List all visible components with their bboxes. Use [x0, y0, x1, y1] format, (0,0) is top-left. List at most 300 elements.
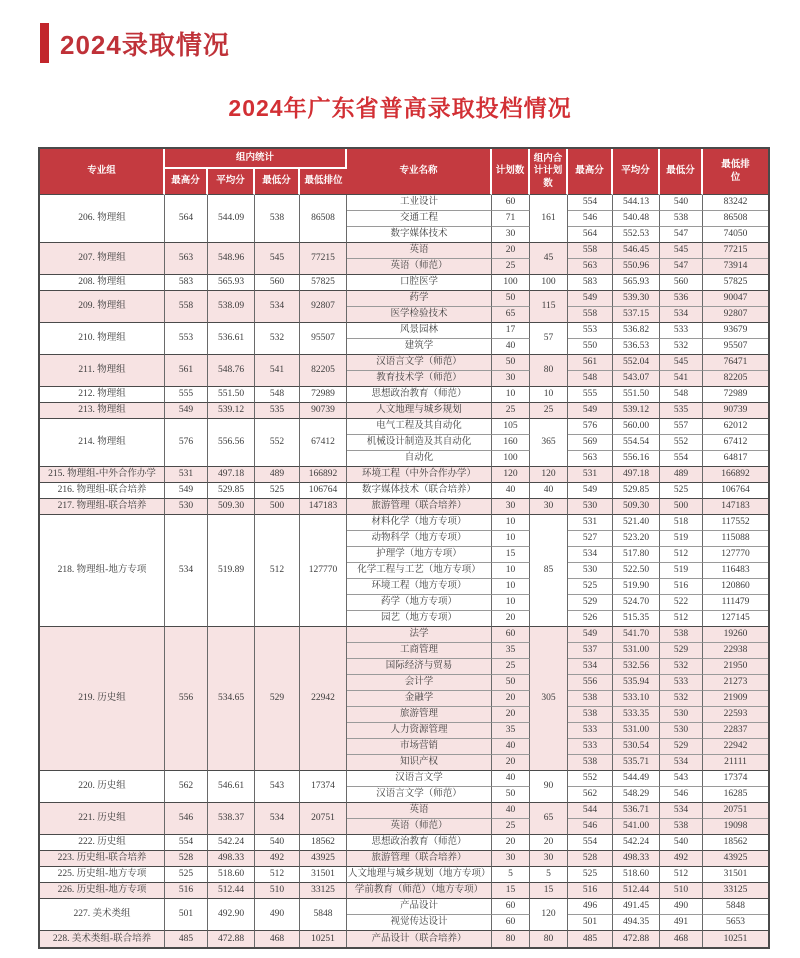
group-min-cell: 540	[255, 835, 300, 851]
major-name-cell: 旅游管理	[347, 707, 492, 723]
major-name-cell: 环境工程（地方专项）	[347, 579, 492, 595]
major-avg-cell: 542.24	[613, 835, 660, 851]
major-avg-cell: 536.71	[613, 803, 660, 819]
major-rank-cell: 21950	[703, 659, 768, 675]
major-rank-cell: 166892	[703, 467, 768, 483]
plan-cell: 20	[492, 707, 530, 723]
major-avg-cell: 530.54	[613, 739, 660, 755]
major-rank-cell: 93679	[703, 323, 768, 339]
group-max-cell: 530	[165, 499, 208, 515]
group-name-cell: 215. 物理组-中外合作办学	[40, 467, 165, 483]
group-name-cell: 212. 物理组	[40, 387, 165, 403]
major-rank-cell: 62012	[703, 419, 768, 435]
major-avg-cell: 535.71	[613, 755, 660, 771]
group-avg-cell: 497.18	[208, 467, 255, 483]
major-name-cell: 建筑学	[347, 339, 492, 355]
group-plan-cell: 20	[530, 835, 568, 851]
major-min-cell: 532	[660, 691, 703, 707]
major-name-cell: 护理学（地方专项）	[347, 547, 492, 563]
major-rank-cell: 33125	[703, 883, 768, 899]
group-avg-cell: 512.44	[208, 883, 255, 899]
group-plan-cell: 100	[530, 275, 568, 291]
major-max-cell: 549	[568, 291, 613, 307]
group-min-cell: 468	[255, 931, 300, 947]
major-name-cell: 金融学	[347, 691, 492, 707]
major-max-cell: 556	[568, 675, 613, 691]
plan-cell: 15	[492, 547, 530, 563]
group-max-cell: 583	[165, 275, 208, 291]
major-max-cell: 527	[568, 531, 613, 547]
group-avg-cell: 548.76	[208, 355, 255, 387]
major-rank-cell: 19260	[703, 627, 768, 643]
major-max-cell: 549	[568, 403, 613, 419]
major-avg-cell: 517.80	[613, 547, 660, 563]
major-name-cell: 机械设计制造及其自动化	[347, 435, 492, 451]
group-plan-cell: 65	[530, 803, 568, 835]
major-avg-cell: 541.70	[613, 627, 660, 643]
group-min-cell: 512	[255, 515, 300, 627]
plan-cell: 10	[492, 531, 530, 547]
major-min-cell: 534	[660, 803, 703, 819]
major-max-cell: 529	[568, 595, 613, 611]
major-min-cell: 552	[660, 435, 703, 451]
major-max-cell: 531	[568, 515, 613, 531]
col-header-stat-rank: 最低排位	[300, 169, 347, 195]
group-max-cell: 528	[165, 851, 208, 867]
group-rank-cell: 31501	[300, 867, 347, 883]
plan-cell: 50	[492, 787, 530, 803]
major-min-cell: 538	[660, 819, 703, 835]
major-avg-cell: 531.00	[613, 723, 660, 739]
major-name-cell: 法学	[347, 627, 492, 643]
major-min-cell: 557	[660, 419, 703, 435]
major-min-cell: 500	[660, 499, 703, 515]
major-rank-cell: 120860	[703, 579, 768, 595]
major-max-cell: 531	[568, 467, 613, 483]
major-rank-cell: 5848	[703, 899, 768, 915]
major-max-cell: 533	[568, 723, 613, 739]
group-plan-cell: 80	[530, 355, 568, 387]
major-min-cell: 545	[660, 243, 703, 259]
plan-cell: 30	[492, 851, 530, 867]
major-name-cell: 药学	[347, 291, 492, 307]
major-avg-cell: 535.94	[613, 675, 660, 691]
plan-cell: 80	[492, 931, 530, 947]
major-max-cell: 496	[568, 899, 613, 915]
major-name-cell: 药学（地方专项）	[347, 595, 492, 611]
major-avg-cell: 491.45	[613, 899, 660, 915]
group-max-cell: 554	[165, 835, 208, 851]
group-max-cell: 562	[165, 771, 208, 803]
major-rank-cell: 64817	[703, 451, 768, 467]
major-max-cell: 526	[568, 611, 613, 627]
major-avg-cell: 565.93	[613, 275, 660, 291]
plan-cell: 25	[492, 403, 530, 419]
major-max-cell: 537	[568, 643, 613, 659]
major-avg-cell: 529.85	[613, 483, 660, 499]
plan-cell: 35	[492, 723, 530, 739]
group-rank-cell: 18562	[300, 835, 347, 851]
major-min-cell: 543	[660, 771, 703, 787]
group-avg-cell: 544.09	[208, 195, 255, 243]
group-plan-cell: 25	[530, 403, 568, 419]
major-name-cell: 风景园林	[347, 323, 492, 339]
major-rank-cell: 127770	[703, 547, 768, 563]
major-name-cell: 英语（师范）	[347, 259, 492, 275]
group-max-cell: 561	[165, 355, 208, 387]
plan-cell: 40	[492, 483, 530, 499]
group-max-cell: 525	[165, 867, 208, 883]
col-header-plan: 计划数	[492, 149, 530, 195]
major-avg-cell: 536.53	[613, 339, 660, 355]
major-max-cell: 544	[568, 803, 613, 819]
major-name-cell: 环境工程（中外合作办学）	[347, 467, 492, 483]
plan-cell: 35	[492, 643, 530, 659]
major-max-cell: 534	[568, 659, 613, 675]
major-rank-cell: 83242	[703, 195, 768, 211]
major-min-cell: 547	[660, 227, 703, 243]
col-header-major-avg: 平均分	[613, 149, 660, 195]
major-rank-cell: 18562	[703, 835, 768, 851]
group-max-cell: 563	[165, 243, 208, 275]
major-name-cell: 汉语言文学	[347, 771, 492, 787]
group-avg-cell: 492.90	[208, 899, 255, 931]
group-name-cell: 222. 历史组	[40, 835, 165, 851]
major-rank-cell: 74050	[703, 227, 768, 243]
group-plan-cell: 85	[530, 515, 568, 627]
major-min-cell: 512	[660, 611, 703, 627]
major-avg-cell: 497.18	[613, 467, 660, 483]
group-max-cell: 549	[165, 483, 208, 499]
major-name-cell: 旅游管理（联合培养）	[347, 499, 492, 515]
major-max-cell: 583	[568, 275, 613, 291]
group-name-cell: 211. 物理组	[40, 355, 165, 387]
group-plan-cell: 5	[530, 867, 568, 883]
major-rank-cell: 95507	[703, 339, 768, 355]
major-rank-cell: 86508	[703, 211, 768, 227]
group-max-cell: 556	[165, 627, 208, 771]
plan-cell: 10	[492, 579, 530, 595]
group-name-cell: 221. 历史组	[40, 803, 165, 835]
major-name-cell: 英语	[347, 803, 492, 819]
group-avg-cell: 472.88	[208, 931, 255, 947]
major-name-cell: 市场营销	[347, 739, 492, 755]
major-max-cell: 528	[568, 851, 613, 867]
major-min-cell: 491	[660, 915, 703, 931]
group-min-cell: 510	[255, 883, 300, 899]
group-rank-cell: 77215	[300, 243, 347, 275]
group-max-cell: 534	[165, 515, 208, 627]
major-min-cell: 538	[660, 211, 703, 227]
major-min-cell: 560	[660, 275, 703, 291]
major-min-cell: 490	[660, 899, 703, 915]
major-avg-cell: 552.04	[613, 355, 660, 371]
major-max-cell: 538	[568, 691, 613, 707]
group-plan-cell: 305	[530, 627, 568, 771]
page-heading-text: 2024录取情况	[60, 29, 230, 60]
group-min-cell: 534	[255, 291, 300, 323]
group-max-cell: 485	[165, 931, 208, 947]
major-avg-cell: 556.16	[613, 451, 660, 467]
major-rank-cell: 22593	[703, 707, 768, 723]
group-plan-cell: 15	[530, 883, 568, 899]
group-max-cell: 549	[165, 403, 208, 419]
plan-cell: 60	[492, 627, 530, 643]
major-name-cell: 人力资源管理	[347, 723, 492, 739]
plan-cell: 10	[492, 563, 530, 579]
major-avg-cell: 533.10	[613, 691, 660, 707]
plan-cell: 10	[492, 595, 530, 611]
group-avg-cell: 538.09	[208, 291, 255, 323]
major-avg-cell: 548.29	[613, 787, 660, 803]
major-avg-cell: 552.53	[613, 227, 660, 243]
major-min-cell: 547	[660, 259, 703, 275]
group-min-cell: 535	[255, 403, 300, 419]
plan-cell: 71	[492, 211, 530, 227]
major-max-cell: 549	[568, 627, 613, 643]
group-rank-cell: 90739	[300, 403, 347, 419]
group-min-cell: 548	[255, 387, 300, 403]
major-max-cell: 562	[568, 787, 613, 803]
group-rank-cell: 10251	[300, 931, 347, 947]
major-max-cell: 501	[568, 915, 613, 931]
group-name-cell: 218. 物理组-地方专项	[40, 515, 165, 627]
group-max-cell: 576	[165, 419, 208, 467]
plan-cell: 50	[492, 291, 530, 307]
group-avg-cell: 565.93	[208, 275, 255, 291]
group-min-cell: 532	[255, 323, 300, 355]
major-rank-cell: 90047	[703, 291, 768, 307]
major-min-cell: 516	[660, 579, 703, 595]
major-min-cell: 530	[660, 723, 703, 739]
group-name-cell: 214. 物理组	[40, 419, 165, 467]
major-max-cell: 554	[568, 195, 613, 211]
major-name-cell: 产品设计	[347, 899, 492, 915]
major-max-cell: 569	[568, 435, 613, 451]
plan-cell: 40	[492, 771, 530, 787]
group-name-cell: 216. 物理组-联合培养	[40, 483, 165, 499]
group-min-cell: 541	[255, 355, 300, 387]
major-min-cell: 545	[660, 355, 703, 371]
group-plan-cell: 30	[530, 851, 568, 867]
plan-cell: 20	[492, 611, 530, 627]
group-max-cell: 501	[165, 899, 208, 931]
group-name-cell: 208. 物理组	[40, 275, 165, 291]
group-avg-cell: 542.24	[208, 835, 255, 851]
major-name-cell: 自动化	[347, 451, 492, 467]
major-name-cell: 学前教育（师范）（地方专项）	[347, 883, 492, 899]
major-min-cell: 518	[660, 515, 703, 531]
major-min-cell: 535	[660, 403, 703, 419]
major-avg-cell: 551.50	[613, 387, 660, 403]
group-rank-cell: 92807	[300, 291, 347, 323]
group-name-cell: 223. 历史组-联合培养	[40, 851, 165, 867]
major-name-cell: 工业设计	[347, 195, 492, 211]
major-name-cell: 产品设计（联合培养）	[347, 931, 492, 947]
plan-cell: 17	[492, 323, 530, 339]
plan-cell: 120	[492, 467, 530, 483]
major-name-cell: 汉语言文学（师范）	[347, 355, 492, 371]
major-min-cell: 541	[660, 371, 703, 387]
col-header-major-name: 专业名称	[347, 149, 492, 195]
major-rank-cell: 115088	[703, 531, 768, 547]
major-avg-cell: 522.50	[613, 563, 660, 579]
major-avg-cell: 554.54	[613, 435, 660, 451]
plan-cell: 65	[492, 307, 530, 323]
major-min-cell: 519	[660, 531, 703, 547]
col-header-major-rank: 最低排位	[703, 149, 768, 195]
major-max-cell: 558	[568, 307, 613, 323]
group-max-cell: 553	[165, 323, 208, 355]
major-name-cell: 人文地理与城乡规划（地方专项）	[347, 867, 492, 883]
major-rank-cell: 16285	[703, 787, 768, 803]
group-rank-cell: 57825	[300, 275, 347, 291]
major-name-cell: 工商管理	[347, 643, 492, 659]
major-name-cell: 园艺（地方专项）	[347, 611, 492, 627]
major-max-cell: 553	[568, 323, 613, 339]
group-avg-cell: 538.37	[208, 803, 255, 835]
group-plan-cell: 365	[530, 419, 568, 467]
major-min-cell: 530	[660, 707, 703, 723]
group-min-cell: 543	[255, 771, 300, 803]
major-max-cell: 554	[568, 835, 613, 851]
group-avg-cell: 529.85	[208, 483, 255, 499]
group-avg-cell: 509.30	[208, 499, 255, 515]
major-avg-cell: 550.96	[613, 259, 660, 275]
group-rank-cell: 127770	[300, 515, 347, 627]
group-plan-cell: 161	[530, 195, 568, 243]
major-name-cell: 英语（师范）	[347, 819, 492, 835]
group-plan-cell: 57	[530, 323, 568, 355]
plan-cell: 20	[492, 755, 530, 771]
plan-cell: 50	[492, 675, 530, 691]
major-avg-cell: 533.35	[613, 707, 660, 723]
major-avg-cell: 509.30	[613, 499, 660, 515]
major-max-cell: 548	[568, 371, 613, 387]
major-max-cell: 550	[568, 339, 613, 355]
major-rank-cell: 22942	[703, 739, 768, 755]
group-name-cell: 217. 物理组-联合培养	[40, 499, 165, 515]
group-name-cell: 226. 历史组-地方专项	[40, 883, 165, 899]
group-min-cell: 538	[255, 195, 300, 243]
page-heading	[0, 0, 800, 64]
major-max-cell: 538	[568, 707, 613, 723]
major-name-cell: 知识产权	[347, 755, 492, 771]
group-rank-cell: 86508	[300, 195, 347, 243]
major-rank-cell: 21111	[703, 755, 768, 771]
group-name-cell: 219. 历史组	[40, 627, 165, 771]
group-avg-cell: 518.60	[208, 867, 255, 883]
plan-cell: 15	[492, 883, 530, 899]
plan-cell: 20	[492, 835, 530, 851]
col-header-stat-min: 最低分	[255, 169, 300, 195]
major-rank-cell: 76471	[703, 355, 768, 371]
major-name-cell: 视觉传达设计	[347, 915, 492, 931]
major-rank-cell: 67412	[703, 435, 768, 451]
major-rank-cell: 21909	[703, 691, 768, 707]
major-name-cell: 旅游管理（联合培养）	[347, 851, 492, 867]
major-min-cell: 554	[660, 451, 703, 467]
major-max-cell: 533	[568, 739, 613, 755]
major-min-cell: 536	[660, 291, 703, 307]
major-rank-cell: 10251	[703, 931, 768, 947]
group-max-cell: 555	[165, 387, 208, 403]
group-max-cell: 546	[165, 803, 208, 835]
group-rank-cell: 43925	[300, 851, 347, 867]
major-min-cell: 512	[660, 867, 703, 883]
group-min-cell: 525	[255, 483, 300, 499]
major-rank-cell: 43925	[703, 851, 768, 867]
major-max-cell: 525	[568, 867, 613, 883]
major-name-cell: 人文地理与城乡规划	[347, 403, 492, 419]
group-rank-cell: 33125	[300, 883, 347, 899]
major-min-cell: 532	[660, 659, 703, 675]
heading-accent-bar	[40, 23, 49, 63]
group-min-cell: 512	[255, 867, 300, 883]
major-avg-cell: 523.20	[613, 531, 660, 547]
major-name-cell: 英语	[347, 243, 492, 259]
group-max-cell: 516	[165, 883, 208, 899]
major-rank-cell: 5653	[703, 915, 768, 931]
major-rank-cell: 57825	[703, 275, 768, 291]
group-rank-cell: 166892	[300, 467, 347, 483]
major-name-cell: 动物科学（地方专项）	[347, 531, 492, 547]
plan-cell: 60	[492, 899, 530, 915]
major-max-cell: 530	[568, 563, 613, 579]
plan-cell: 25	[492, 819, 530, 835]
major-avg-cell: 515.35	[613, 611, 660, 627]
major-max-cell: 546	[568, 211, 613, 227]
major-avg-cell: 544.13	[613, 195, 660, 211]
major-max-cell: 546	[568, 819, 613, 835]
major-min-cell: 529	[660, 643, 703, 659]
major-avg-cell: 532.56	[613, 659, 660, 675]
group-name-cell: 227. 美术类组	[40, 899, 165, 931]
group-name-cell: 209. 物理组	[40, 291, 165, 323]
table-title: 2024年广东省普高录取投档情况	[228, 95, 572, 121]
major-avg-cell: 536.82	[613, 323, 660, 339]
plan-cell: 40	[492, 803, 530, 819]
group-rank-cell: 82205	[300, 355, 347, 387]
major-name-cell: 化学工程与工艺（地方专项）	[347, 563, 492, 579]
group-plan-cell: 40	[530, 483, 568, 499]
group-plan-cell: 115	[530, 291, 568, 323]
major-max-cell: 555	[568, 387, 613, 403]
major-rank-cell: 106764	[703, 483, 768, 499]
major-avg-cell: 539.30	[613, 291, 660, 307]
major-name-cell: 医学检验技术	[347, 307, 492, 323]
col-header-group-stats: 组内统计	[165, 149, 347, 169]
major-rank-cell: 117552	[703, 515, 768, 531]
group-min-cell: 489	[255, 467, 300, 483]
group-min-cell: 560	[255, 275, 300, 291]
major-max-cell: 563	[568, 259, 613, 275]
major-min-cell: 533	[660, 323, 703, 339]
major-rank-cell: 111479	[703, 595, 768, 611]
major-avg-cell: 519.90	[613, 579, 660, 595]
group-avg-cell: 498.33	[208, 851, 255, 867]
major-min-cell: 538	[660, 627, 703, 643]
major-rank-cell: 21273	[703, 675, 768, 691]
major-min-cell: 522	[660, 595, 703, 611]
plan-cell: 105	[492, 419, 530, 435]
major-rank-cell: 92807	[703, 307, 768, 323]
major-max-cell: 530	[568, 499, 613, 515]
plan-cell: 60	[492, 915, 530, 931]
major-rank-cell: 20751	[703, 803, 768, 819]
col-header-major-max: 最高分	[568, 149, 613, 195]
major-avg-cell: 543.07	[613, 371, 660, 387]
